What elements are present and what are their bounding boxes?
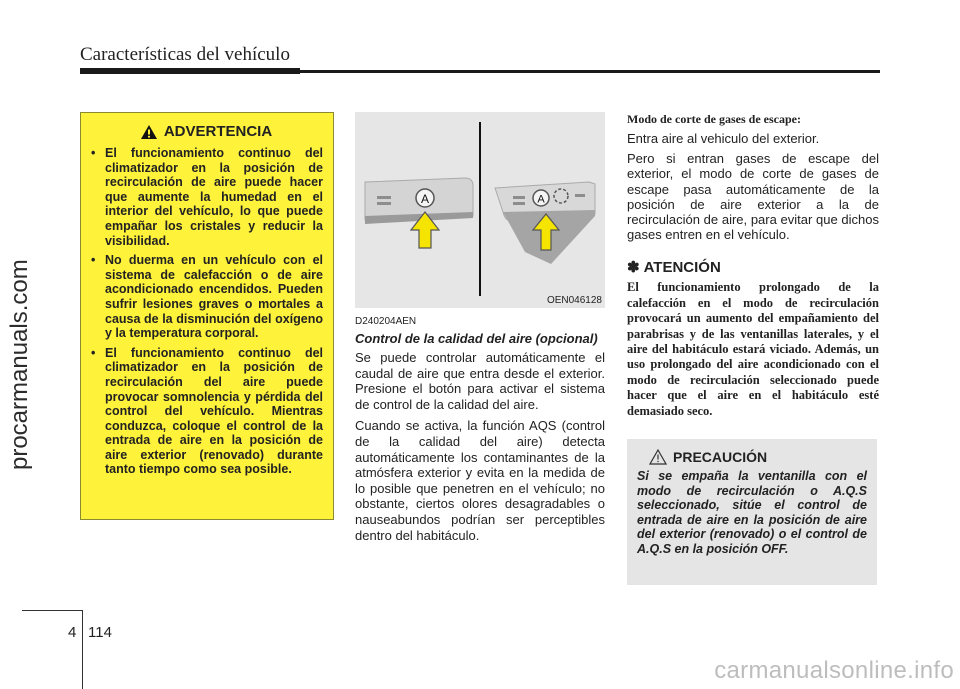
aqs-button-letter: A (420, 192, 430, 206)
aqs-button-letter: A (537, 193, 545, 206)
warning-list (89, 146, 323, 477)
page-header-title: Características del vehículo (80, 44, 290, 65)
warning-box (80, 112, 334, 520)
warning-item: • No duerma en un vehículo con el sistema de calefacción o de aire acondicionado encendidos. Pueden sufrir lesiones graves o mortales a causa de la disminución del oxígeno y la temperatura corporal. (89, 253, 323, 341)
caution-heading (627, 258, 879, 276)
footer-divider-horizontal (22, 610, 82, 611)
warning-triangle-icon (140, 124, 158, 140)
warning-title: ADVERTENCIA (163, 123, 273, 140)
page-number: 114 (88, 624, 112, 641)
footer-divider-vertical (82, 610, 83, 689)
precaution-heading (649, 449, 867, 465)
precaution-title: PRECAUCIÓN (673, 449, 768, 465)
exhaust-paragraph: Pero si entran gases de escape del exterior, el modo de corte de gases de escape pasa automáticamente de la posición de aire exterior a la de recirculación de aire, para evitar que dichos gases entren en el vehículo. (627, 151, 879, 243)
caution-triangle-icon (649, 449, 667, 465)
precaution-body: Si se empaña la ventanilla con el modo de recirculación o A.Q.S seleccionado, sitúe el control de entrada de aire en la posición de aire del exterior (renovado) o el control de A.Q.S en la posición OFF. (637, 469, 867, 556)
watermark-left: procarmanuals.com (6, 259, 33, 470)
section-paragraph: Se puede controlar automáticamente el caudal de aire que entra desde el exterior. Presione el botón para activar el sistema de control de la calidad del aire. (355, 350, 605, 412)
figure-code: OEN046128 (546, 295, 602, 306)
chapter-number: 4 (68, 624, 77, 641)
section-code: D240204AEN (355, 316, 417, 327)
aqs-section (355, 316, 605, 549)
warning-item: • El funcionamiento continuo del climatizador en la posición de recirculación del aire puede provocar somnolencia y pérdida del control del vehículo. Mientras conduzca, coloque el control de la entrada de aire en la posición de aire exterior (renovado) durante tanto tiempo como sea posible. (89, 346, 323, 477)
caution-body: El funcionamiento prolongado de la calefacción en el modo de recirculación provocará un aumento del empañamiento del parabrisas y de las ventanillas laterales, y el aire del habitáculo estará viciado. Además, un uso prolongado del aire acondicionado con el modo de recirculación seleccionado puede hacer que el aire en el habitáculo esté demasiado seco. (627, 280, 879, 418)
precaution-box (627, 439, 877, 585)
aqs-figure (355, 112, 605, 308)
aqs-button-illustration (355, 112, 605, 308)
caution-title: ATENCIÓN (643, 258, 721, 276)
watermark-bottom: carmanualsonline.info (714, 657, 954, 684)
exhaust-title: Modo de corte de gases de escape: (627, 112, 801, 126)
exhaust-section (627, 112, 879, 419)
exhaust-paragraph: Entra aire al vehiculo del exterior. (627, 131, 820, 146)
warning-item: • El funcionamiento continuo del climatizador en la posición de recirculación de aire puede hacer que aumente la humedad en el interior del vehículo, lo que puede empañar los cristales y reducir la visibilidad. (89, 146, 323, 248)
section-title: Control de la calidad del aire (opcional) (355, 331, 598, 346)
asterisk-icon: ✽ (627, 259, 640, 277)
header-rule-accent (80, 68, 300, 74)
warning-heading (89, 123, 323, 140)
section-paragraph: Cuando se activa, la función AQS (control de la calidad del aire) detecta automáticamente los contaminantes de la atmósfera exterior y evita en la medida de lo posible que penetren en el vehículo; no obstante, ciertos olores desagradables o nauseabundos podrían ser perceptibles dentro del habitáculo. (355, 418, 605, 543)
